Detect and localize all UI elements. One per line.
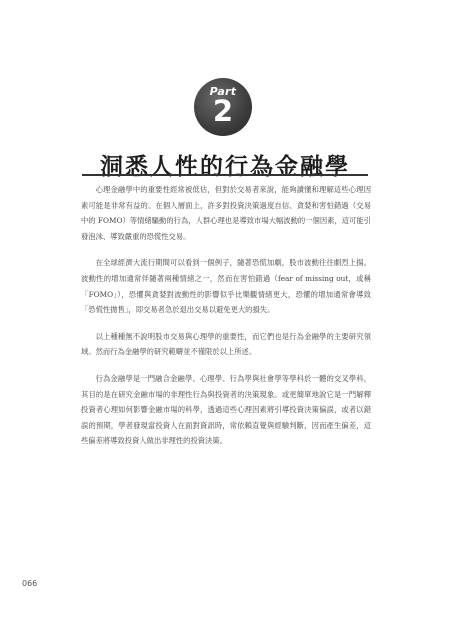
body-text xyxy=(81,182,371,460)
part-badge xyxy=(194,78,252,136)
paragraph: 心理金融學中的重要性經常被低估，但對於交易者來說，能夠讀懂和理解這些心理因素可能是非常有益的。在個人層面上，許多對投資決策過度自信、貪婪和害怕錯過（交易中的 FOMO）等情緒驅動的行為，人群心理也是導致市場大幅波動的一個因素，這可能引發泡沫、導致嚴重的恐慌性交易。 xyxy=(81,185,371,241)
chapter-title: 洞悉人性的行為金融學 xyxy=(100,154,350,180)
paragraph: 行為金融學是一門融合金融學、心理學、行為學與社會學等學科於一體的交叉學科，其目的是在研究金融市場的非理性行為與投資者的決策現象。或更簡單地說它是一門解釋投資者心理如何影響金融市場的科學，透過這些心理因素將引導投資決策偏誤，或者以錯誤的預期，學者發現當投資人在面對資訊時，常依賴直覺與經驗判斷，因而產生偏差，這些偏差將導致投資人做出非理性的投資決策。 xyxy=(81,373,371,446)
page-number: 066 xyxy=(22,579,38,588)
title-underline xyxy=(82,174,368,176)
paragraph: 在全球經濟大流行期間可以看到一個例子，隨著恐慌加劇，股市波動往往劇烈上揚。波動性的增加通常伴隨著兩種情緒之一，然而在害怕錯過（fear of missing out，或稱「FOMO」），恐懼與貪婪對波動性的影響似乎比樂觀情緒更大，恐懼的增加通常會導致「恐慌性拋售」，即交易者急於退出交易以避免更大的損失。 xyxy=(81,258,371,315)
paragraph: 以上種種無不說明股市交易與心理學的重要性，而它們也是行為金融學的主要研究領域。然而行為金融學的研究範疇並不僅限於以上所述。 xyxy=(81,331,371,357)
part-number: 2 xyxy=(212,94,234,128)
part-label: Part xyxy=(209,85,237,98)
